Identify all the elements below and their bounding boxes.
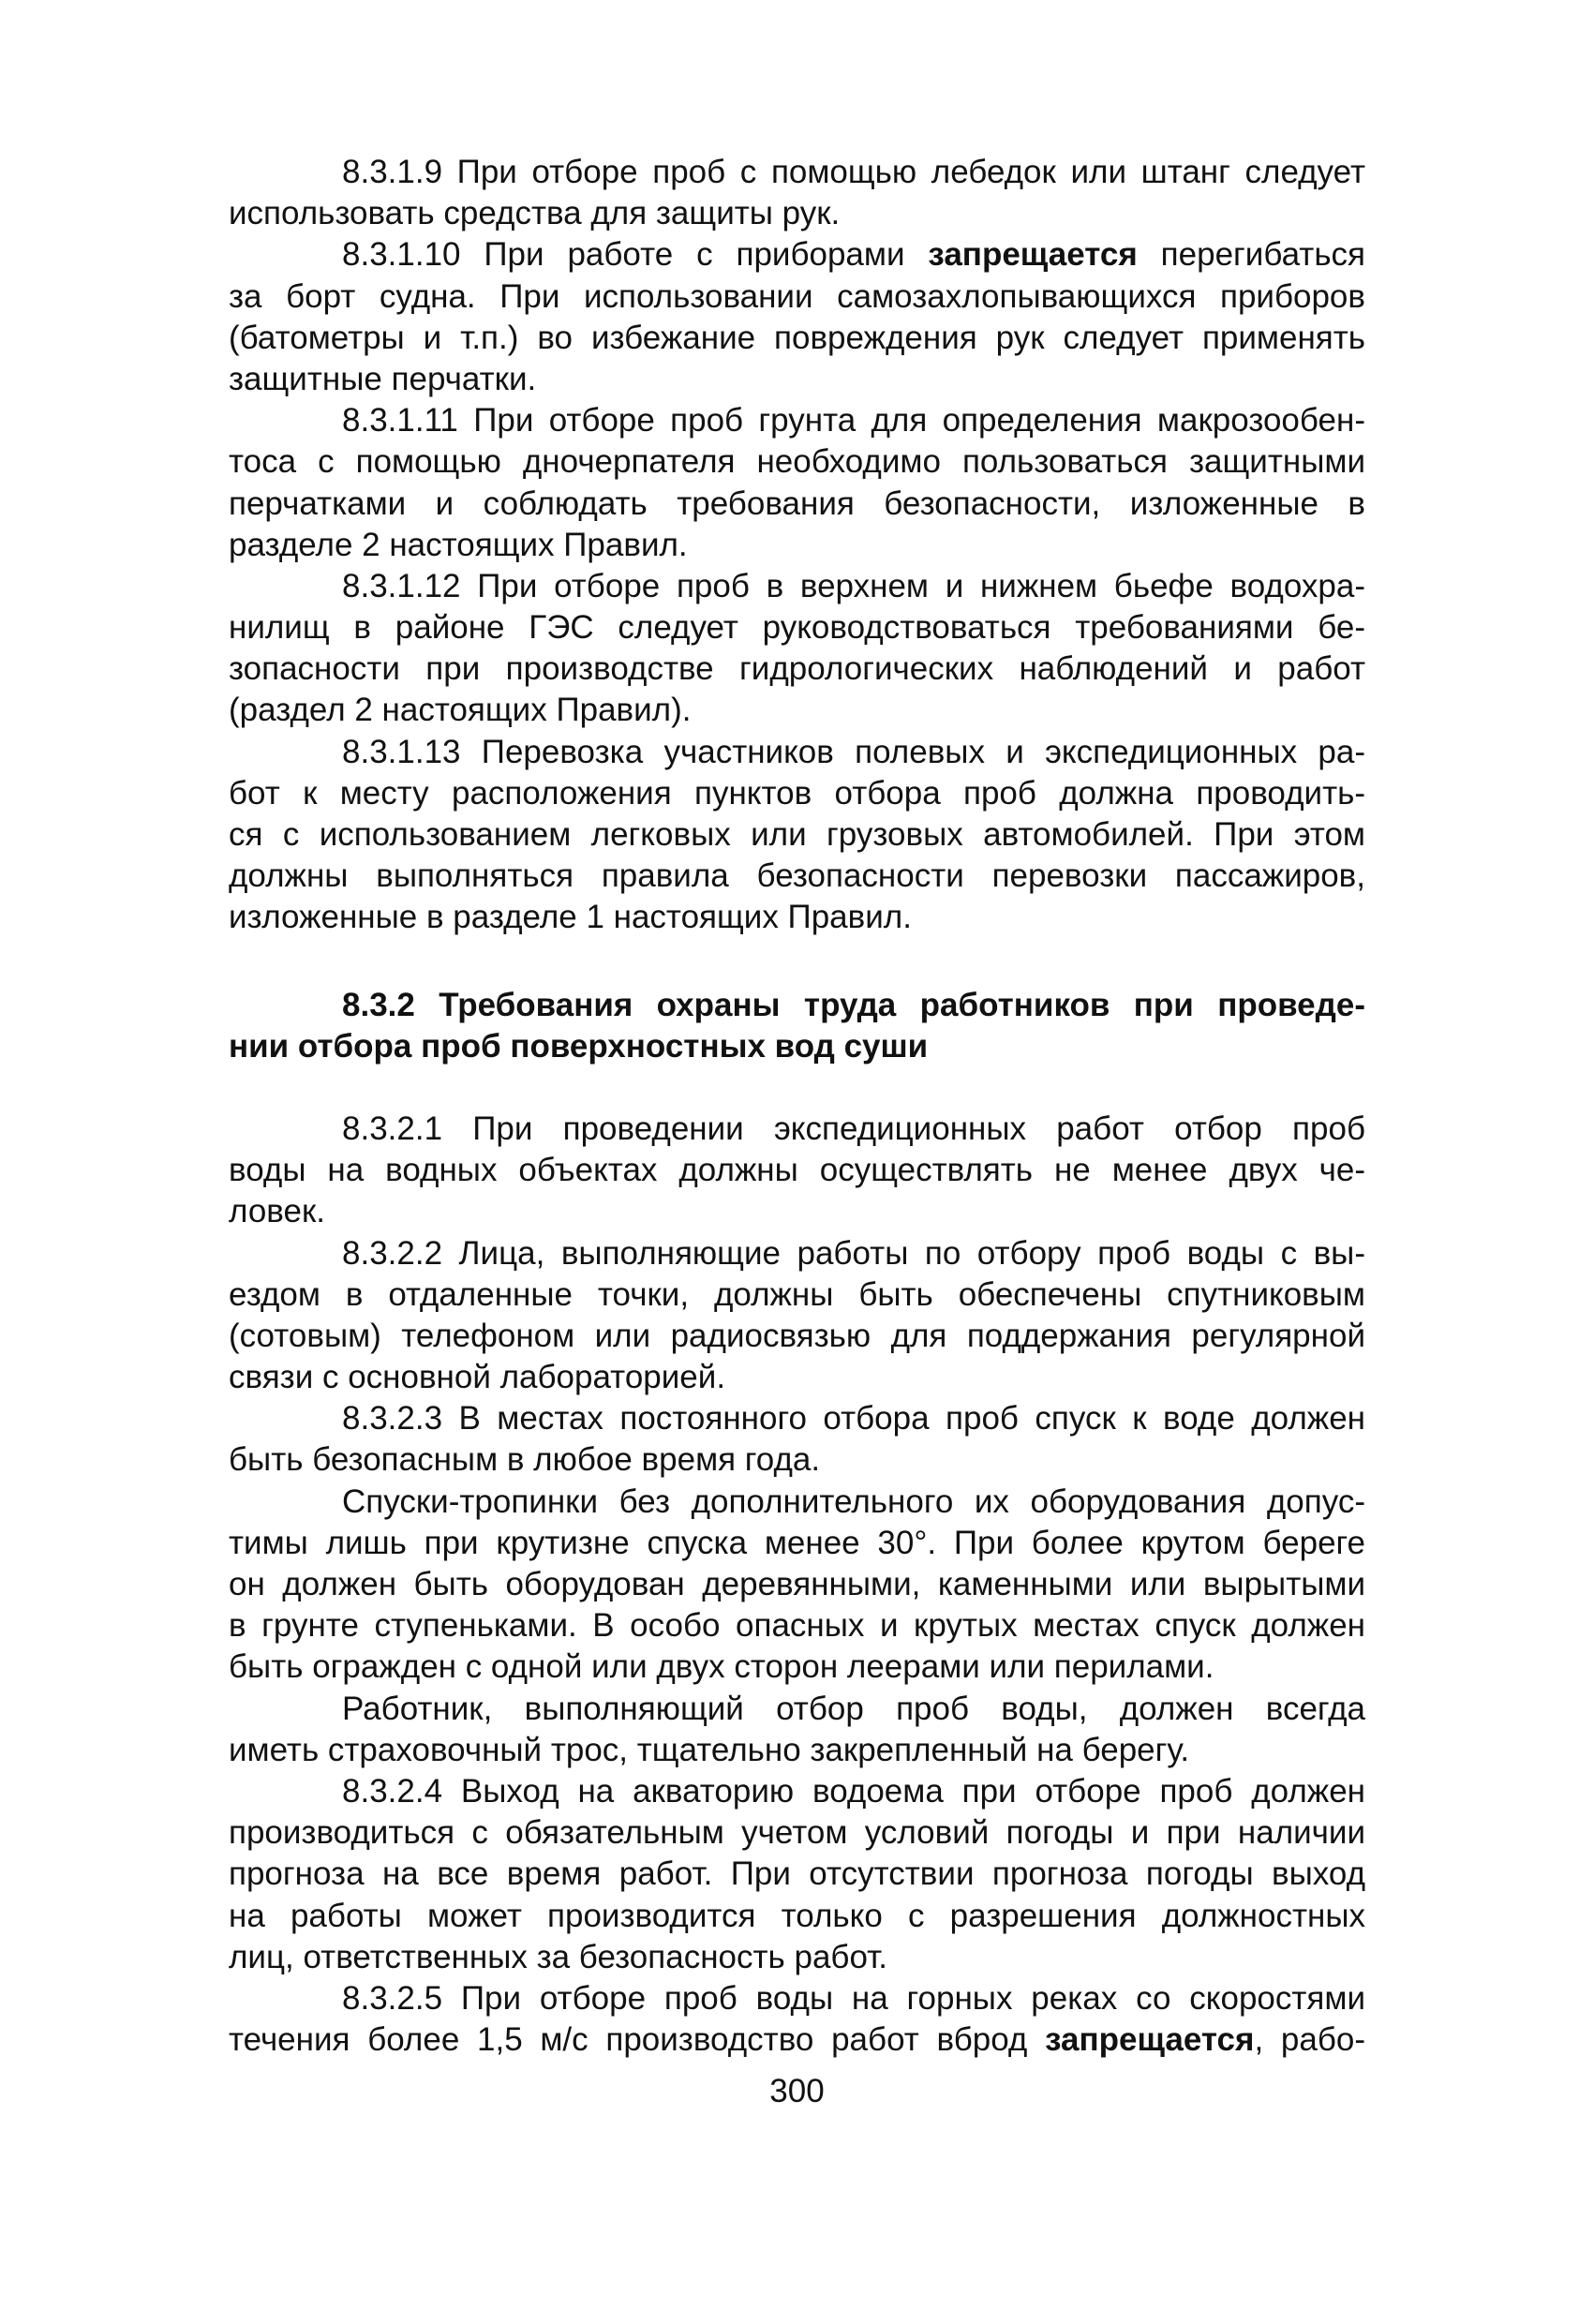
text-line	[229, 1523, 1365, 1564]
text-line	[229, 318, 1365, 359]
text-line	[229, 1109, 1365, 1150]
paragraph	[229, 1482, 1365, 1689]
text-line	[229, 193, 1365, 234]
text-line	[229, 690, 1365, 731]
document-body	[229, 152, 1365, 2061]
text-segment: , рабо-	[1254, 2021, 1365, 2059]
paragraph	[229, 1233, 1365, 1399]
bold-text: запрещается	[928, 236, 1138, 274]
text-line	[229, 814, 1365, 856]
text-line	[229, 1398, 1365, 1439]
text-line	[229, 1689, 1365, 1730]
text-segment: тоса с помощью дночерпателя необходимо пользоваться защитными	[229, 443, 1365, 481]
text-line	[229, 1730, 1365, 1771]
paragraph	[229, 1398, 1365, 1481]
text-segment: он должен быть оборудован деревянными, каменными или вырытыми	[229, 1566, 1365, 1602]
text-line	[229, 648, 1365, 690]
text-segment: течения более 1,5 м/с производство работ вброд	[229, 2021, 1046, 2059]
text-line	[229, 732, 1365, 773]
text-line	[229, 484, 1365, 525]
text-segment: Работник, выполняющий отбор проб воды, должен всегда	[342, 1690, 1365, 1727]
text-segment: перчатками и соблюдать требования безопасности, изложенные в	[229, 484, 1365, 522]
paragraph	[229, 400, 1365, 566]
text-segment: должны выполняться правила безопасности перевозки пассажиров,	[229, 857, 1365, 895]
text-segment: за борт судна. При использовании самозахлопывающихся приборов	[229, 277, 1365, 315]
text-segment: зопасности при производстве гидрологических наблюдений и работ	[229, 650, 1365, 688]
paragraph	[229, 234, 1365, 400]
text-line	[229, 773, 1365, 814]
text-segment: производиться с обязательным учетом условий погоды и при наличии	[229, 1814, 1365, 1852]
text-line	[229, 1771, 1365, 1812]
text-line	[229, 1646, 1365, 1688]
text-line	[229, 1482, 1365, 1523]
paragraph	[229, 1689, 1365, 1771]
text-segment: 8.3.2.2 Лица, выполняющие работы по отбору проб воды с вы-	[342, 1234, 1365, 1272]
text-segment: ездом в отдаленные точки, должны быть обеспечены спутниковым	[229, 1275, 1365, 1313]
text-line	[229, 1854, 1365, 1895]
paragraph	[229, 1771, 1365, 1978]
text-line	[229, 1191, 1365, 1232]
text-segment: 8.3.1.13 Перевозка участников полевых и экспедиционных ра-	[342, 733, 1365, 770]
text-line	[229, 985, 1365, 1026]
text-segment: 8.3.2.3 В местах постоянного отбора проб спуск к воде должен	[342, 1400, 1365, 1438]
text-segment: Спуски-тропинки без дополнительного их оборудования допус-	[342, 1482, 1365, 1520]
paragraph	[229, 566, 1365, 732]
text-segment: на работы может производится только с разрешения должностных	[229, 1897, 1365, 1934]
text-segment: 8.3.1.10 При работе с приборами	[342, 236, 929, 274]
text-line	[229, 2019, 1365, 2061]
text-line	[229, 1233, 1365, 1274]
text-line	[229, 1316, 1365, 1357]
text-segment: лиц, ответственных за безопасность работ.	[229, 1938, 888, 1975]
text-segment: защитные перчатки.	[229, 360, 537, 397]
bold-text: 8.3.2 Требования охраны труда работников при проведе-	[342, 986, 1365, 1023]
text-line	[229, 1357, 1365, 1398]
text-line	[229, 441, 1365, 483]
text-segment: перегибаться	[1137, 236, 1365, 274]
text-segment: быть безопасным в любое время года.	[229, 1441, 821, 1479]
text-line	[229, 234, 1365, 276]
text-segment: разделе 2 настоящих Правил.	[229, 526, 688, 563]
text-segment: 8.3.2.1 При проведении экспедиционных работ отбор проб	[342, 1110, 1365, 1147]
paragraph	[229, 1978, 1365, 2061]
section-heading	[229, 985, 1365, 1067]
paragraph	[229, 1109, 1365, 1233]
text-line	[229, 1274, 1365, 1316]
text-line	[229, 1812, 1365, 1854]
text-segment: тимы лишь при крутизне спуска менее 30°. При более крутом береге	[229, 1524, 1365, 1561]
text-line	[229, 525, 1365, 566]
text-line	[229, 1150, 1365, 1191]
page-number: 300	[769, 2073, 825, 2109]
paragraph	[229, 152, 1365, 234]
text-segment: бот к месту расположения пунктов отбора проб должна проводить-	[229, 774, 1365, 812]
text-segment: прогноза на все время работ. При отсутствии прогноза погоды выход	[229, 1855, 1365, 1893]
text-line	[229, 897, 1365, 938]
text-line	[229, 856, 1365, 897]
text-line	[229, 1978, 1365, 2019]
text-segment: (батометры и т.п.) во избежание повреждения рук следует применять	[229, 319, 1365, 356]
text-segment: связи с основной лабораторией.	[229, 1359, 726, 1396]
text-segment: 8.3.2.5 При отборе проб воды на горных реках со скоростями	[342, 1979, 1365, 2017]
text-segment: (раздел 2 настоящих Правил).	[229, 692, 692, 729]
text-line	[229, 400, 1365, 441]
bold-text: нии отбора проб поверхностных вод суши	[229, 1027, 929, 1065]
paragraph	[229, 732, 1365, 939]
text-segment: ловек.	[229, 1193, 325, 1230]
text-segment: ся с использованием легковых или грузовых автомобилей. При этом	[229, 816, 1365, 853]
text-segment: 8.3.1.12 При отборе проб в верхнем и нижнем бьефе водохра-	[342, 567, 1365, 604]
text-line	[229, 1896, 1365, 1937]
text-segment: использовать средства для защиты рук.	[229, 195, 841, 232]
text-segment: воды на водных объектах должны осуществлять не менее двух че-	[229, 1152, 1365, 1189]
text-segment: иметь страховочный трос, тщательно закрепленный на берегу.	[229, 1731, 1190, 1768]
text-line	[229, 1439, 1365, 1481]
text-line	[229, 607, 1365, 648]
text-segment: быть огражден с одной или двух сторон леерами или перилами.	[229, 1648, 1214, 1686]
text-segment: 8.3.1.11 При отборе проб грунта для определения макрозообен-	[342, 402, 1365, 439]
text-line	[229, 276, 1365, 318]
bold-text: запрещается	[1045, 2021, 1255, 2059]
text-line	[229, 1564, 1365, 1605]
text-line	[229, 1937, 1365, 1978]
text-segment: 8.3.1.9 При отборе проб с помощью лебедок или штанг следует	[342, 154, 1365, 190]
text-line	[229, 359, 1365, 400]
text-segment: изложенные в разделе 1 настоящих Правил.	[229, 899, 912, 936]
text-segment: в грунте ступеньками. В особо опасных и крутых местах спуск должен	[229, 1607, 1365, 1645]
text-line	[229, 1026, 1365, 1067]
text-line	[229, 566, 1365, 607]
text-line	[229, 152, 1365, 193]
text-segment: 8.3.2.4 Выход на акваторию водоема при отборе проб должен	[342, 1772, 1365, 1810]
text-line	[229, 1605, 1365, 1646]
text-segment: нилищ в районе ГЭС следует руководствоваться требованиями бе-	[229, 609, 1365, 647]
text-segment: (сотовым) телефоном или радиосвязью для поддержания регулярной	[229, 1317, 1365, 1354]
